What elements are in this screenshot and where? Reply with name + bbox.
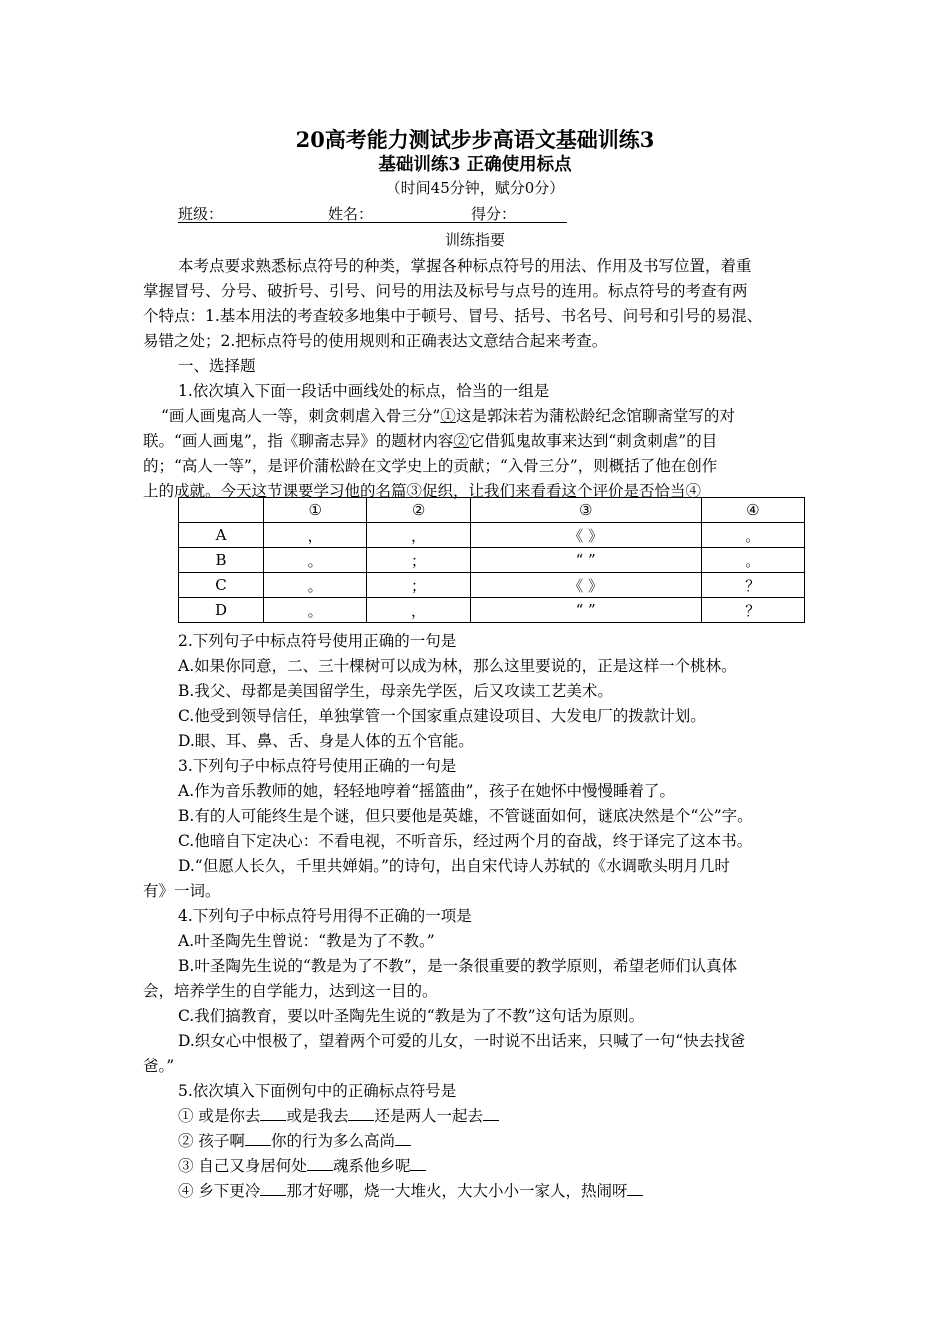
q5-stem: 5.依次填入下面例句中的正确标点符号是 <box>178 1082 457 1100</box>
table-cell: 。 <box>264 573 367 598</box>
q1-passage-line-2: 联。“画人画鬼”，指《聊斋志异》的题材内容②它借狐鬼故事来达到“刺贪刺虐”的目 <box>143 432 718 450</box>
table-cell: A <box>179 523 264 548</box>
intro-line-3: 个特点：1.基本用法的考查较多地集中于顿号、冒号、括号、书名号、问号和引号的易混、 <box>143 307 763 325</box>
q4-option-b-line-1: B.叶圣陶先生说的“教是为了不教”，是一条很重要的教学原则，希望老师们认真体 <box>178 957 738 975</box>
blank-marker-3: ③ <box>406 482 423 500</box>
table-row <box>179 598 805 623</box>
fill-blank[interactable] <box>410 1169 426 1171</box>
q5-item-3: ③ 自己又身居何处 魂系他乡呢 <box>178 1154 426 1176</box>
table-cell: 《 》 <box>470 523 701 548</box>
q1-passage-line-3: 的；“高人一等”，是评价蒲松龄在文学史上的贡献；“入骨三分”，则概括了他在创作 <box>143 457 718 475</box>
table-cell <box>179 498 264 523</box>
table-cell: ③ <box>470 498 701 523</box>
table-row <box>179 523 805 548</box>
time-note: （时间45分钟，赋分0分） <box>385 179 565 197</box>
table-cell: D <box>179 598 264 623</box>
table-cell: ④ <box>701 498 804 523</box>
q4-option-d-line-2: 爸。” <box>143 1057 175 1075</box>
q3-option-c: C.他暗自下定决心：不看电视，不听音乐，经过两个月的奋战，终于译完了这本书。 <box>178 832 753 850</box>
doc-subtitle: 基础训练3 正确使用标点 <box>378 155 572 175</box>
q5-item-4: ④ 乡下更冷 那才好哪，烧一大堆火，大大小小一家人，热闹呀 <box>178 1179 643 1201</box>
table-row <box>179 548 805 573</box>
table-cell: B <box>179 548 264 573</box>
table-cell: 。 <box>264 548 367 573</box>
q3-option-a: A.作为音乐教师的她，轻轻地哼着“摇篮曲”，孩子在她怀中慢慢睡着了。 <box>178 782 675 800</box>
table-cell: 。 <box>701 548 804 573</box>
q4-option-d-line-1: D.织女心中恨极了，望着两个可爱的儿女，一时说不出话来，只喊了一句“快去找爸 <box>178 1032 746 1050</box>
q4-stem: 4.下列句子中标点符号用得不正确的一项是 <box>178 907 472 925</box>
table-cell: ； <box>367 573 470 598</box>
table-cell: “ ” <box>470 598 701 623</box>
q1-passage-line-1: “画人画鬼高人一等，刺贪刺虐入骨三分”①这是郭沫若为蒲松龄纪念馆聊斋堂写的对 <box>161 407 735 425</box>
table-cell: ； <box>367 548 470 573</box>
table-cell: ① <box>264 498 367 523</box>
blank-marker-4: ④ <box>685 482 702 500</box>
fill-blank[interactable] <box>245 1144 271 1146</box>
q3-stem: 3.下列句子中标点符号使用正确的一句是 <box>178 757 457 775</box>
fill-blank[interactable] <box>627 1194 643 1196</box>
table-cell: ， <box>264 523 367 548</box>
table-cell: ② <box>367 498 470 523</box>
q2-stem: 2.下列句子中标点符号使用正确的一句是 <box>178 632 457 650</box>
q3-option-d-line-1: D.“但愿人长久，千里共婵娟。”的诗句，出自宋代诗人苏轼的《水调歌头明月几时 <box>178 857 730 875</box>
q3-option-d-line-2: 有》一词。 <box>143 882 221 900</box>
info-line <box>178 203 567 227</box>
fill-blank[interactable] <box>260 1194 286 1196</box>
fill-blank[interactable] <box>395 1144 411 1146</box>
table-cell: ？ <box>701 598 804 623</box>
fill-blank[interactable] <box>260 1119 286 1121</box>
blank-marker-1: ① <box>440 407 456 425</box>
doc-title: 20高考能力测试步步高语文基础训练3 <box>295 127 655 152</box>
table-cell: ， <box>367 598 470 623</box>
fill-blank[interactable] <box>483 1119 499 1121</box>
q2-option-a: A.如果你同意，二、三十棵树可以成为林，那么这里要说的，正是这样一个桃林。 <box>178 657 737 675</box>
q4-option-c: C.我们搞教育，要以叶圣陶先生说的“教是为了不教”这句话为原则。 <box>178 1007 645 1025</box>
blank-marker-2: ② <box>453 432 469 450</box>
q1-options-table <box>178 497 805 623</box>
q2-option-d: D.眼、耳、鼻、舌、身是人体的五个官能。 <box>178 732 474 750</box>
table-cell: C <box>179 573 264 598</box>
q4-option-b-line-2: 会，培养学生的自学能力，达到这一目的。 <box>143 982 438 1000</box>
q4-option-a: A.叶圣陶先生曾说：“教是为了不教。” <box>178 932 435 950</box>
table-cell: “ ” <box>470 548 701 573</box>
score-label: 得分： <box>471 205 517 223</box>
table-cell: 《 》 <box>470 573 701 598</box>
table-row <box>179 573 805 598</box>
q1-stem: 1.依次填入下面一段话中画线处的标点，恰当的一组是 <box>178 382 550 400</box>
intro-line-2: 掌握冒号、分号、破折号、引号、问号的用法及标号与点号的连用。标点符号的考查有两 <box>143 282 748 300</box>
q2-option-c: C.他受到领导信任，单独掌管一个国家重点建设项目、大发电厂的拨款计划。 <box>178 707 706 725</box>
name-label: 姓名： <box>328 205 374 223</box>
q5-item-1: ① 或是你去 或是我去 还是两人一起去 <box>178 1104 499 1126</box>
table-cell: 。 <box>701 523 804 548</box>
q2-option-b: B.我父、母都是美国留学生，母亲先学医，后又攻读工艺美术。 <box>178 682 613 700</box>
q5-item-2: ② 孩子啊 你的行为多么高尚 <box>178 1129 411 1151</box>
table-cell: ， <box>367 523 470 548</box>
class-label: 班级： <box>178 205 224 223</box>
section-heading: 一、选择题 <box>178 357 256 375</box>
table-cell: 。 <box>264 598 367 623</box>
guide-title: 训练指要 <box>444 231 505 249</box>
table-header-row <box>179 498 805 523</box>
table-cell: ？ <box>701 573 804 598</box>
intro-line-1: 本考点要求熟悉标点符号的种类，掌握各种标点符号的用法、作用及书写位置，着重 <box>178 257 752 275</box>
fill-blank[interactable] <box>348 1119 374 1121</box>
q1-passage-line-4: 上的成就。今天这节课要学习他的名篇③促织，让我们来看看这个评价是否恰当④ <box>143 482 702 500</box>
intro-line-4: 易错之处；2.把标点符号的使用规则和正确表达文意结合起来考查。 <box>143 332 608 350</box>
fill-blank[interactable] <box>307 1169 333 1171</box>
q3-option-b: B.有的人可能终生是个谜，但只要他是英雄，不管谜面如何，谜底决然是个“公”字。 <box>178 807 753 825</box>
